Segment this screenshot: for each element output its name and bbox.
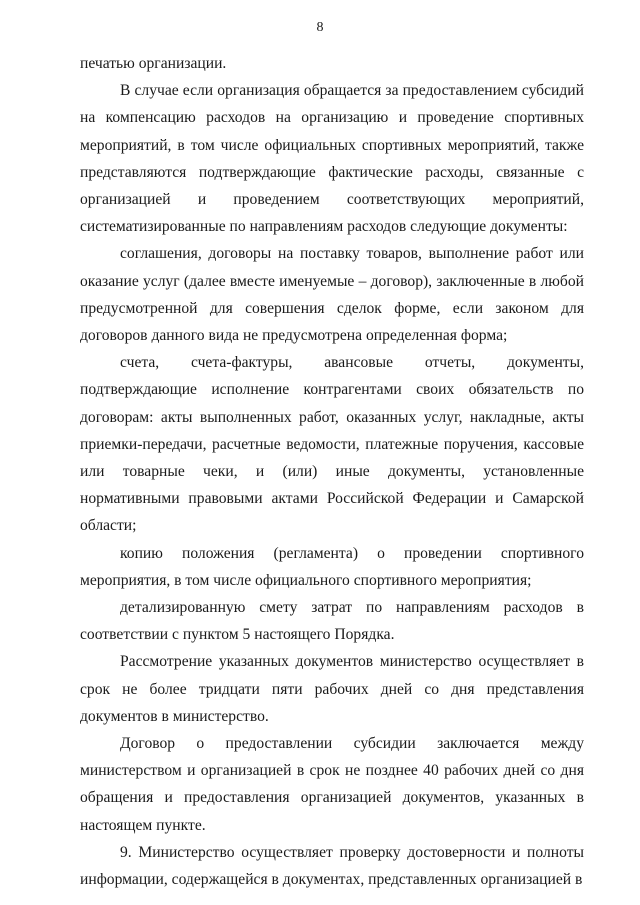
paragraph: В случае если организация обращается за предоставлением субсидий на компенсацию расходов на организацию и проведение спортивных мероприятий, в том числе официальных спортивных мероприятий, также представляются подтверждающие фактические расходы, связанные с организацией и проведением соответствующих мероприятий, систематизированные по направлениям расходов следующие документы:: [80, 82, 584, 236]
page-number: 8: [316, 20, 324, 35]
paragraph-list-item: счета, счета-фактуры, авансовые отчеты, документы, подтверждающие исполнение контрагентами своих обязательств по договорам: акты выполненных работ, оказанных услуг, накладные, акты приемки-передачи, расчетные ведомости, платежные поручения, кассовые или товарные чеки, и (или) иные документы, установленные нормативными правовыми актами Российской Федерации и Самарской области;: [80, 354, 584, 535]
paragraph-list-item: копию положения (регламента) о проведении спортивного мероприятия, в том числе официального спортивного мероприятия;: [80, 544, 584, 589]
paragraph-list-item: соглашения, договоры на поставку товаров, выполнение работ или оказание услуг (далее вместе именуемые – договор), заключенные в любой предусмотренной для совершения сделок форме, если законом для договоров данного вида не предусмотрена определенная форма;: [80, 245, 584, 345]
paragraph: Договор о предоставлении субсидии заключается между министерством и организацией в срок не позднее 40 рабочих дней со дня обращения и предоставления организацией документов, указанных в настоящем пункте.: [80, 735, 584, 834]
paragraph-numbered: 9. Министерство осуществляет проверку достоверности и полноты информации, содержащейся в документах, представленных организацией в: [80, 843, 584, 889]
document-body: [80, 50, 584, 893]
paragraph: Рассмотрение указанных документов министерство осуществляет в срок не более тридцати пяти рабочих дней со дня представления документов в министерство.: [80, 653, 584, 725]
paragraph-list-item: детализированную смету затрат по направлениям расходов в соответствии с пунктом 5 настоящего Порядка.: [80, 599, 584, 644]
paragraph-continuation: печатью организации.: [80, 55, 227, 72]
